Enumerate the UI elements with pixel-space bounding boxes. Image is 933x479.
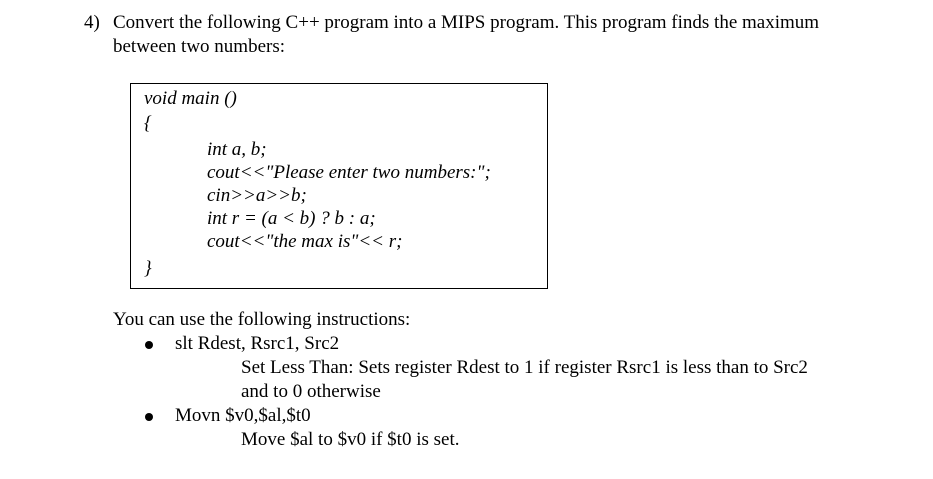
code-signature: void main () xyxy=(144,88,237,109)
instruction-description-line-2: and to 0 otherwise xyxy=(241,381,381,402)
instruction-description-line-1: Move $al to $v0 if $t0 is set. xyxy=(241,429,460,450)
instruction-syntax: slt Rdest, Rsrc1, Src2 xyxy=(175,333,340,354)
question-number: 4) xyxy=(84,12,100,33)
instruction-syntax: Movn $v0,$al,$t0 xyxy=(175,405,311,426)
code-box xyxy=(130,83,548,289)
code-line: cout<<"Please enter two numbers:"; xyxy=(207,162,491,183)
question-text-line-2: between two numbers: xyxy=(113,36,286,57)
instructions-intro: You can use the following instructions: xyxy=(113,309,411,330)
code-line: int r = (a < b) ? b : a; xyxy=(207,208,376,229)
question-text-line-1: Convert the following C++ program into a MIPS program. This program finds the maximum xyxy=(113,12,820,33)
bullet-icon xyxy=(145,413,153,421)
bullet-icon xyxy=(145,341,153,349)
code-line: int a, b; xyxy=(207,139,267,160)
instruction-description-line-1: Set Less Than: Sets register Rdest to 1 if register Rsrc1 is less than to Src2 xyxy=(241,357,808,378)
code-line: cin>>a>>b; xyxy=(207,185,307,206)
code-close-brace: } xyxy=(144,258,152,279)
code-line: cout<<"the max is"<< r; xyxy=(207,231,403,252)
code-open-brace: { xyxy=(144,113,152,134)
